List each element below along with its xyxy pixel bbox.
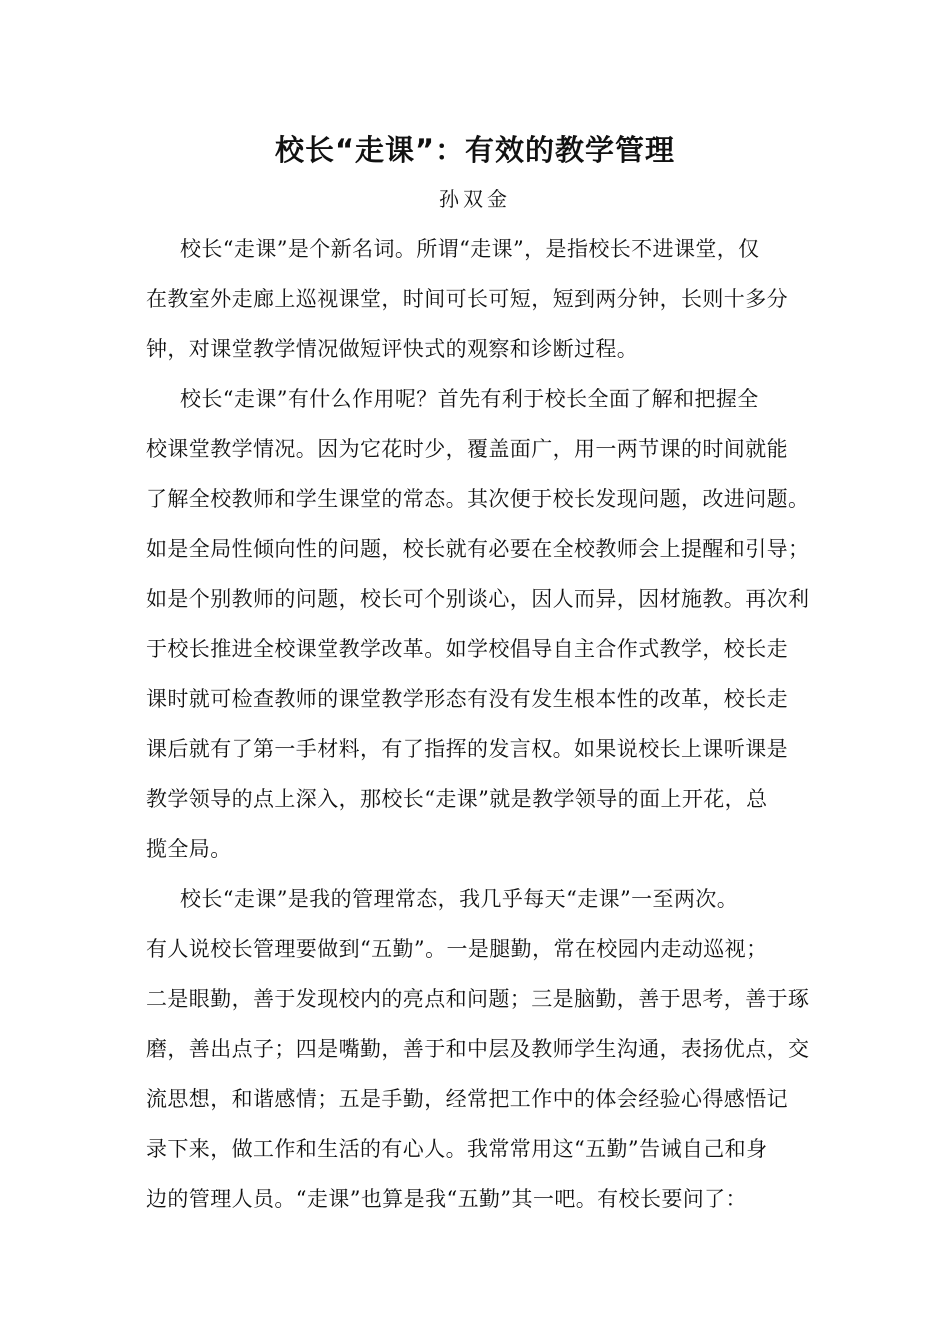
text-line: 在教室外走廊上巡视课堂，时间可长可短，短到两分钟，长则十多分 <box>146 287 788 311</box>
document-author: 孙双金 <box>439 187 511 211</box>
text-line: 二是眼勤，善于发现校内的亮点和问题；三是脑勤，善于思考，善于琢 <box>146 987 810 1011</box>
text-line: 校课堂教学情况。因为它花时少，覆盖面广，用一两节课的时间就能 <box>146 437 788 461</box>
text-line: 了解全校教师和学生课堂的常态。其次便于校长发现问题，改进问题。 <box>146 487 810 511</box>
text-line: 流思想，和谐感情；五是手勤，经常把工作中的体会经验心得感悟记 <box>146 1087 788 1111</box>
text-line: 如是全局性倾向性的问题，校长就有必要在全校教师会上提醒和引导； <box>146 537 810 561</box>
document-body <box>146 224 826 1224</box>
text-line: 如是个别教师的问题，校长可个别谈心，因人而异，因材施教。再次利 <box>146 587 810 611</box>
text-line: 有人说校长管理要做到“五勤”。一是腿勤，常在校园内走动巡视； <box>146 937 768 961</box>
text-line: 课后就有了第一手材料，有了指挥的发言权。如果说校长上课听课是 <box>146 737 788 761</box>
text-line: 校长“走课”是个新名词。所谓“走课”，是指校长不进课堂，仅 <box>180 237 760 261</box>
text-line: 于校长推进全校课堂教学改革。如学校倡导自主合作式教学，校长走 <box>146 637 788 661</box>
text-line: 课时就可检查教师的课堂教学形态有没有发生根本性的改革，校长走 <box>146 687 788 711</box>
text-line: 校长“走课”有什么作用呢？首先有利于校长全面了解和把握全 <box>180 387 759 411</box>
text-line: 校长“走课”是我的管理常态，我几乎每天“走课”一至两次。 <box>180 887 739 911</box>
document-title: 校长“走课”：有效的教学管理 <box>274 133 676 167</box>
text-line: 磨，善出点子；四是嘴勤，善于和中层及教师学生沟通，表扬优点，交 <box>146 1037 810 1061</box>
text-line: 边的管理人员。“走课”也算是我“五勤”其一吧。有校长要问了： <box>146 1187 747 1211</box>
text-line: 钟，对课堂教学情况做短评快式的观察和诊断过程。 <box>146 337 639 361</box>
text-line: 录下来，做工作和生活的有心人。我常常用这“五勤”告诫自己和身 <box>146 1137 768 1161</box>
text-line: 教学领导的点上深入，那校长“走课”就是教学领导的面上开花，总 <box>146 787 768 811</box>
text-line: 揽全局。 <box>146 837 232 861</box>
